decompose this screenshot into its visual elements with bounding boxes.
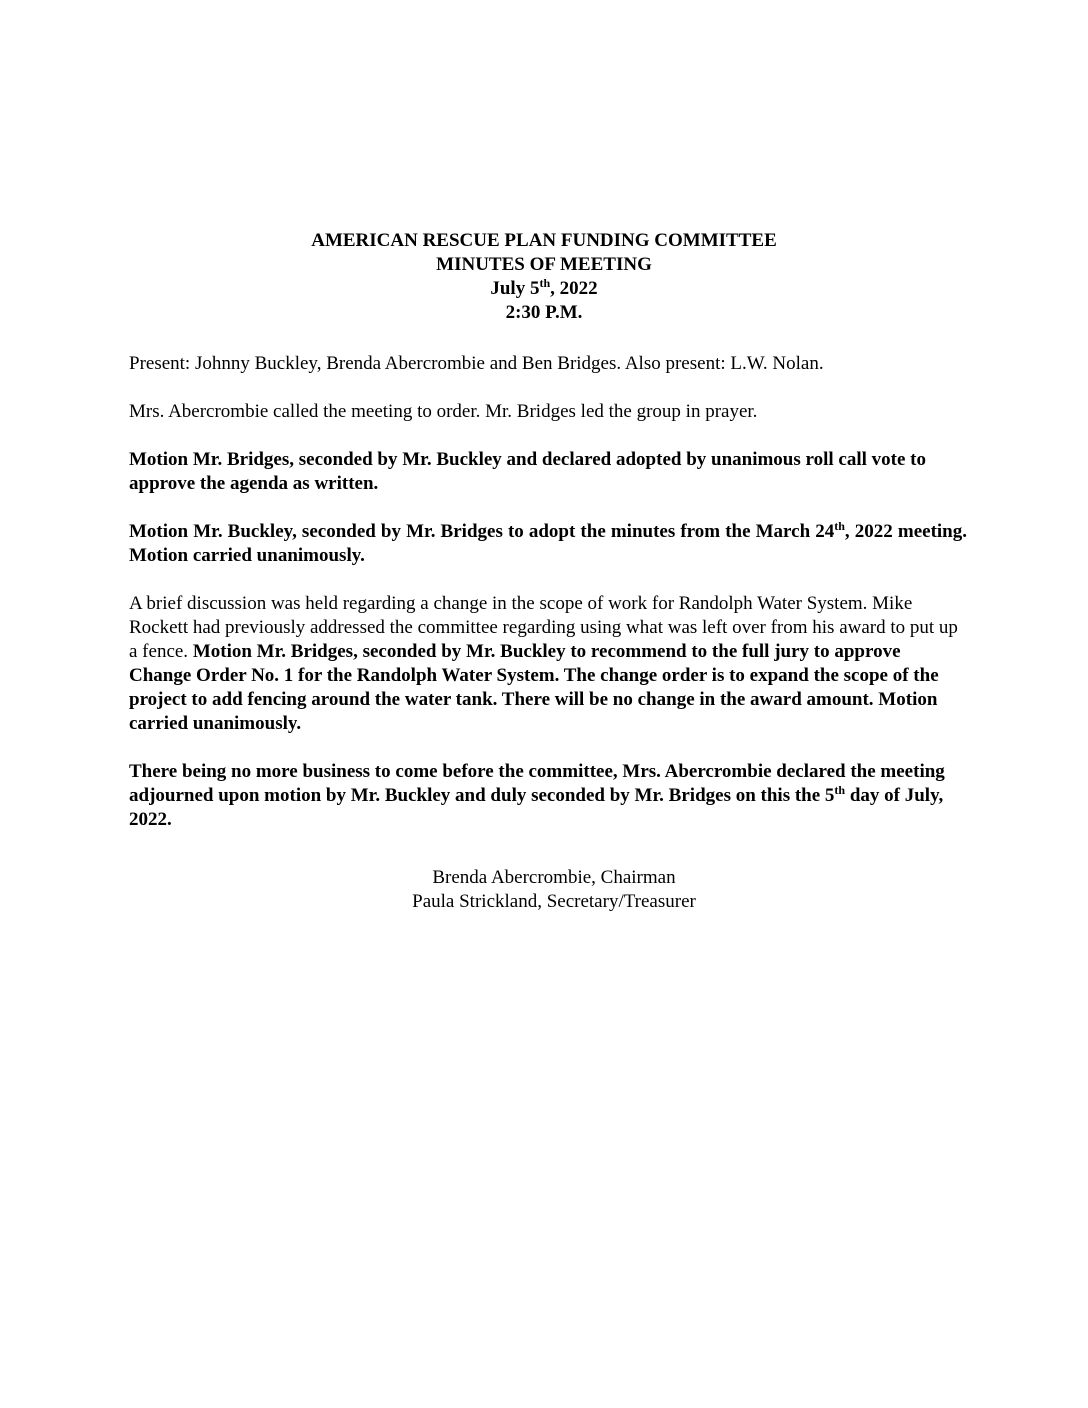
minutes-motion-text-2: , 2022 meeting. Motion carried unanimously. <box>129 521 967 566</box>
minutes-motion-text-1: Motion Mr. Buckley, seconded by Mr. Bridges to adopt the minutes from the March 24 <box>129 521 835 542</box>
meeting-time: 2:30 P.M. <box>505 302 583 323</box>
signature-block <box>384 866 724 914</box>
committee-title: AMERICAN RESCUE PLAN FUNDING COMMITTEE <box>311 230 777 251</box>
discussion-text: A brief discussion was held regarding a change in the scope of work for Randolph Water System. Mike Rockett had previously addressed the committee regarding using what was left over from his award to put up a fence. <box>129 593 958 662</box>
change-order-motion-text: Motion Mr. Bridges, seconded by Mr. Buckley to recommend to the full jury to approve Change Order No. 1 for the Randolph Water System. The change order is to expand the scope of the project to add fencing around the water tank. There will be no change in the award amount. Motion carried unanimously. <box>129 641 939 734</box>
adjournment-text-1: There being no more business to come before the committee, Mrs. Abercrombie declared the meeting adjourned upon motion by Mr. Buckley and duly seconded by Mr. Bridges on this the 5 <box>129 761 945 806</box>
minutes-motion-paragraph <box>129 520 967 568</box>
adjournment-paragraph <box>129 760 967 832</box>
meeting-date-suffix: th <box>539 276 551 290</box>
secretary-signature-line: Paula Strickland, Secretary/Treasurer <box>412 891 696 912</box>
agenda-motion-paragraph: Motion Mr. Bridges, seconded by Mr. Buckley and declared adopted by unanimous roll call vote to approve the agenda as written. <box>129 449 926 494</box>
minutes-body <box>129 352 967 856</box>
minutes-title: MINUTES OF MEETING <box>436 254 652 275</box>
adjournment-text-2: day of July, 2022. <box>129 785 944 830</box>
adjournment-suffix: th <box>834 783 846 797</box>
document-heading <box>0 229 1088 325</box>
attendance-paragraph: Present: Johnny Buckley, Brenda Abercrombie and Ben Bridges. Also present: L.W. Nolan. <box>129 353 824 374</box>
call-to-order-paragraph: Mrs. Abercrombie called the meeting to order. Mr. Bridges led the group in prayer. <box>129 401 758 422</box>
minutes-motion-suffix: th <box>834 519 845 533</box>
discussion-paragraph <box>129 592 967 736</box>
meeting-date <box>0 277 1088 301</box>
meeting-date-month-day: July 5 <box>490 278 540 299</box>
meeting-date-year: , 2022 <box>550 278 598 299</box>
chairman-signature-line: Brenda Abercrombie, Chairman <box>432 867 676 888</box>
